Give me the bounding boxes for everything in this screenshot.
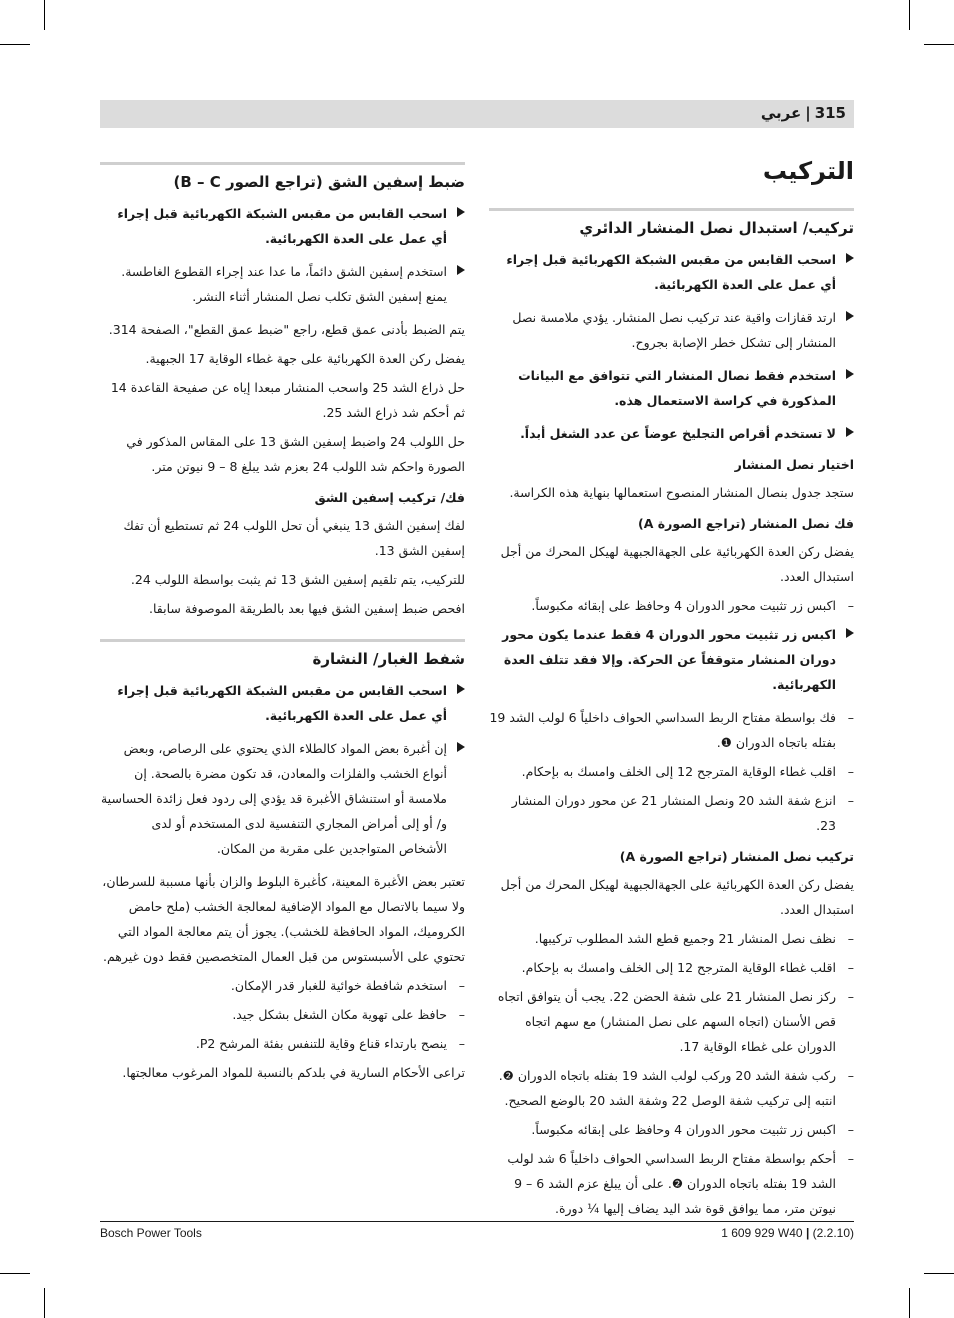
warning-triangle-icon [457, 742, 465, 752]
warning-item: اسحب القابس من مقبس الشبكة الكهربائية قبل إجراء أي عمل على العدة الكهربائية. [489, 247, 854, 297]
step-item: – اكبس زر تثبيت محور الدوران 4 وحافظ على إبقائه مكبوساً. [531, 1122, 854, 1137]
step-item: – أحكم بواسطة مفتاح الربط السداسي الحواف داخلياً 6 شد لولب الشد 19 بفتله باتجاه الدوران ❷. على أن يبلغ عزم الشد 6 – 9 نيوتن متر، مما يوافق قوة شد اليد يضاف إليها ¼ دورة. [507, 1151, 854, 1216]
crop-mark [44, 0, 45, 30]
crop-mark [44, 1288, 45, 1318]
page-number: 315 [814, 104, 846, 122]
warning-triangle-icon [846, 427, 854, 437]
crop-mark [0, 44, 30, 45]
paragraph: يفضل ركن العدة الكهربائية على الجهةالجبهية لهيكل المحرك من أجل استبدال العدد. [500, 544, 854, 584]
crop-mark [909, 0, 910, 30]
warning-triangle-icon [457, 265, 465, 275]
subsection-title: فك/ تركيب إسفين الشق [314, 490, 465, 505]
warning-item: اسحب القابس من مقبس الشبكة الكهربائية قبل إجراء أي عمل على العدة الكهربائية. [100, 201, 465, 251]
crop-mark [924, 44, 954, 45]
warning-item: اكبس زر تثبيت محور الدوران 4 فقط عندما يكون محور دوران المنشار متوقفاً عن الحركة. وإلا فقد تتلف العدة الكهربائية. [489, 622, 854, 697]
crop-mark [924, 1273, 954, 1274]
warning-triangle-icon [846, 369, 854, 379]
paragraph: يفضل ركن العدة الكهربائية على جهة غطاء الوقاية 17 الجبهية. [145, 351, 465, 366]
footer-divider [100, 1221, 854, 1222]
warning-item: لا تستخدم أقراص التجليخ عوضاً عن عدد الشغل أبداً. [489, 421, 854, 446]
step-item: – ركب شفة الشد 20 وركب لولب الشد 19 بفتله باتجاه الدوران ❷. انتبه إلى تركيب شفة الوصل 22 وشفة الشد 20 بالوضع الصحيح. [498, 1068, 854, 1108]
step-item: – انزع شفة الشد 20 ونصل المنشار 21 عن محور دوران المنشار 23. [511, 793, 854, 833]
warning-triangle-icon [457, 207, 465, 217]
page-title: التركيب [762, 157, 854, 185]
step-item: – اقلب غطاء الوقاية المترجح 12 إلى الخلف وامسك به بإحكام. [521, 764, 854, 779]
step-item: – نظف نصل المنشار 21 وجميع قطع الشد المطلوب تركيبها. [534, 931, 854, 946]
left-column [100, 150, 465, 1089]
subsection-title: فك نصل المنشار (تراجع الصورة A) [638, 516, 854, 531]
step-item: – استخدم شافطة خوائية للغبار قدر الإمكان. [230, 978, 465, 993]
paragraph: لفك إسفين الشق 13 ينبغي أن تحل اللولب 24 ثم تستطيع أن تفك إسفين الشق 13. [123, 518, 465, 558]
step-item: – ينصح بارتداء قناع وقاية للتنفس بفئة المرشح P2. [195, 1036, 465, 1051]
paragraph: تراعى الأحكام السارية في بلدكم بالنسبة للمواد المرغوب معالجتها. [122, 1065, 465, 1080]
doc-date: (2.2.10) [812, 1226, 854, 1240]
warning-triangle-icon [846, 253, 854, 263]
section-divider [489, 208, 854, 211]
step-item: – حافظ على تهوية مكان الشغل بشكل جيد. [232, 1007, 465, 1022]
step-item: – ركز نصل المنشار 21 على شفة الحضن 22. يجب أن يتوافق اتجاه قص الأسنان (اتجاه السهم على نصل المنشار) مع سهم اتجاه الدوران على غطاء الوقاية 17. [497, 989, 854, 1054]
paragraph: حل اللولب 24 واضبط إسفين الشق 13 على المقاس المذكور في الصورة واحكم شد اللولب 24 بعزم شد يبلغ 8 – 9 نيوتن متر. [126, 434, 465, 474]
subsection-title: تركيب نصل المنشار (تراجع الصورة A) [619, 849, 854, 864]
section-divider [100, 162, 465, 165]
section-divider [100, 639, 465, 642]
warning-triangle-icon [846, 628, 854, 638]
warning-item: استخدم فقط نصال المنشار التي تتوافق مع البيانات المذكورة في كراسة الاستعمال هذه. [489, 363, 854, 413]
footer-brand: Bosch Power Tools [100, 1226, 202, 1240]
crop-mark [0, 1273, 30, 1274]
warning-item: ارتد قفازات واقية عند تركيب نصل المنشار. يؤدي ملامسة نصل المنشار إلى تشكل خطر الإصابة بجروح. [489, 305, 854, 355]
step-item: – فك بواسطة مفتاح الربط السداسي الحواف داخلياً 6 لولب الشد 19 بفتله باتجاه الدوران ❶. [489, 710, 854, 750]
section-title-blade: تركيب/ استبدال نصل المنشار الدائري [579, 219, 854, 237]
warning-triangle-icon [846, 311, 854, 321]
paragraph: افحص ضبط إسفين الشق فيها بعد بالطريقة الموصوفة سابقا. [148, 601, 465, 616]
section-title-dust: شفط الغبار/ النشارة [312, 650, 465, 668]
warning-triangle-icon [457, 684, 465, 694]
right-column [489, 150, 854, 1225]
crop-mark [909, 1288, 910, 1318]
doc-id: 1 609 929 W40 [721, 1226, 803, 1240]
footer-doc-info: 1 609 929 W40 | (2.2.10) [721, 1226, 854, 1240]
paragraph: للتركيب، يتم تلقيم إسفين الشق 13 ثم يثبت بواسطة اللولب 24. [130, 572, 465, 587]
subsection-title: اختيار نصل المنشار [734, 457, 854, 472]
warning-item: استخدم إسفين الشق دائماً، ما عدا عند إجراء القطوع الغاطسة. يمنع إسفين الشق تكلب نصل المنشار أثناء النشر. [100, 259, 465, 309]
paragraph: حل ذراع الشد 25 واسحب المنشار مبعدا إياه عن صفيحة القاعدة 14 ثم أحكم شد ذراع الشد 25. [110, 380, 465, 420]
section-title-wedge: ضبط إسفين الشق (تراجع الصور B – C) [173, 173, 465, 191]
warning-item: إن أغبرة بعض المواد كالطلاء الذي يحتوي على الرصاص، وبعض أنواع الخشب والفلزات والمعادن، قد تكون مضرة بالصحة. إن ملامسة أو استنشاق الأغبرة قد يؤدي إلى ردود فعل زائدة الحساسية و/ أو إلى أمراض المجاري التنفسية لدى المستخدم أو لدى الأشخاص المتواجدين على مقربة من المكان. [100, 736, 465, 861]
step-item: – اكبس زر تثبيت محور الدوران 4 وحافظ على إبقائه مكبوساً. [531, 598, 854, 613]
page-label: 315|عربي [760, 104, 846, 122]
paragraph: يتم الضبط بأدنى عمق قطع، راجع "ضبط عمق القطع"، الصفحة 314. [108, 322, 465, 337]
paragraph: تعتبر بعض الأغبرة المعينة، كأغبرة البلوط والزان بأنها مسببة للسرطان، ولا سيما بالاتصال مع المواد الإضافية لمعالجة الخشب (ملح حامض الكروميك، المواد الحافظة للخشب). يجوز أن يتم معالجة المواد التي تحتوي على الأسبستوس من قبل العمال المتخصصين فقط دون غيرهم. [102, 874, 465, 964]
step-item: – اقلب غطاء الوقاية المترجح 12 إلى الخلف وامسك به بإحكام. [521, 960, 854, 975]
page-header [100, 100, 854, 128]
paragraph: يفضل ركن العدة الكهربائية على الجهةالجبهية لهيكل المحرك من أجل استبدال العدد. [500, 877, 854, 917]
warning-item: اسحب القابس من مقبس الشبكة الكهربائية قبل إجراء أي عمل على العدة الكهربائية. [100, 678, 465, 728]
paragraph: ستجد جدول بنصال المنشار المنصوح استعمالها بنهاية هذه الكراسة. [509, 485, 854, 500]
language-label: عربي [760, 104, 802, 122]
